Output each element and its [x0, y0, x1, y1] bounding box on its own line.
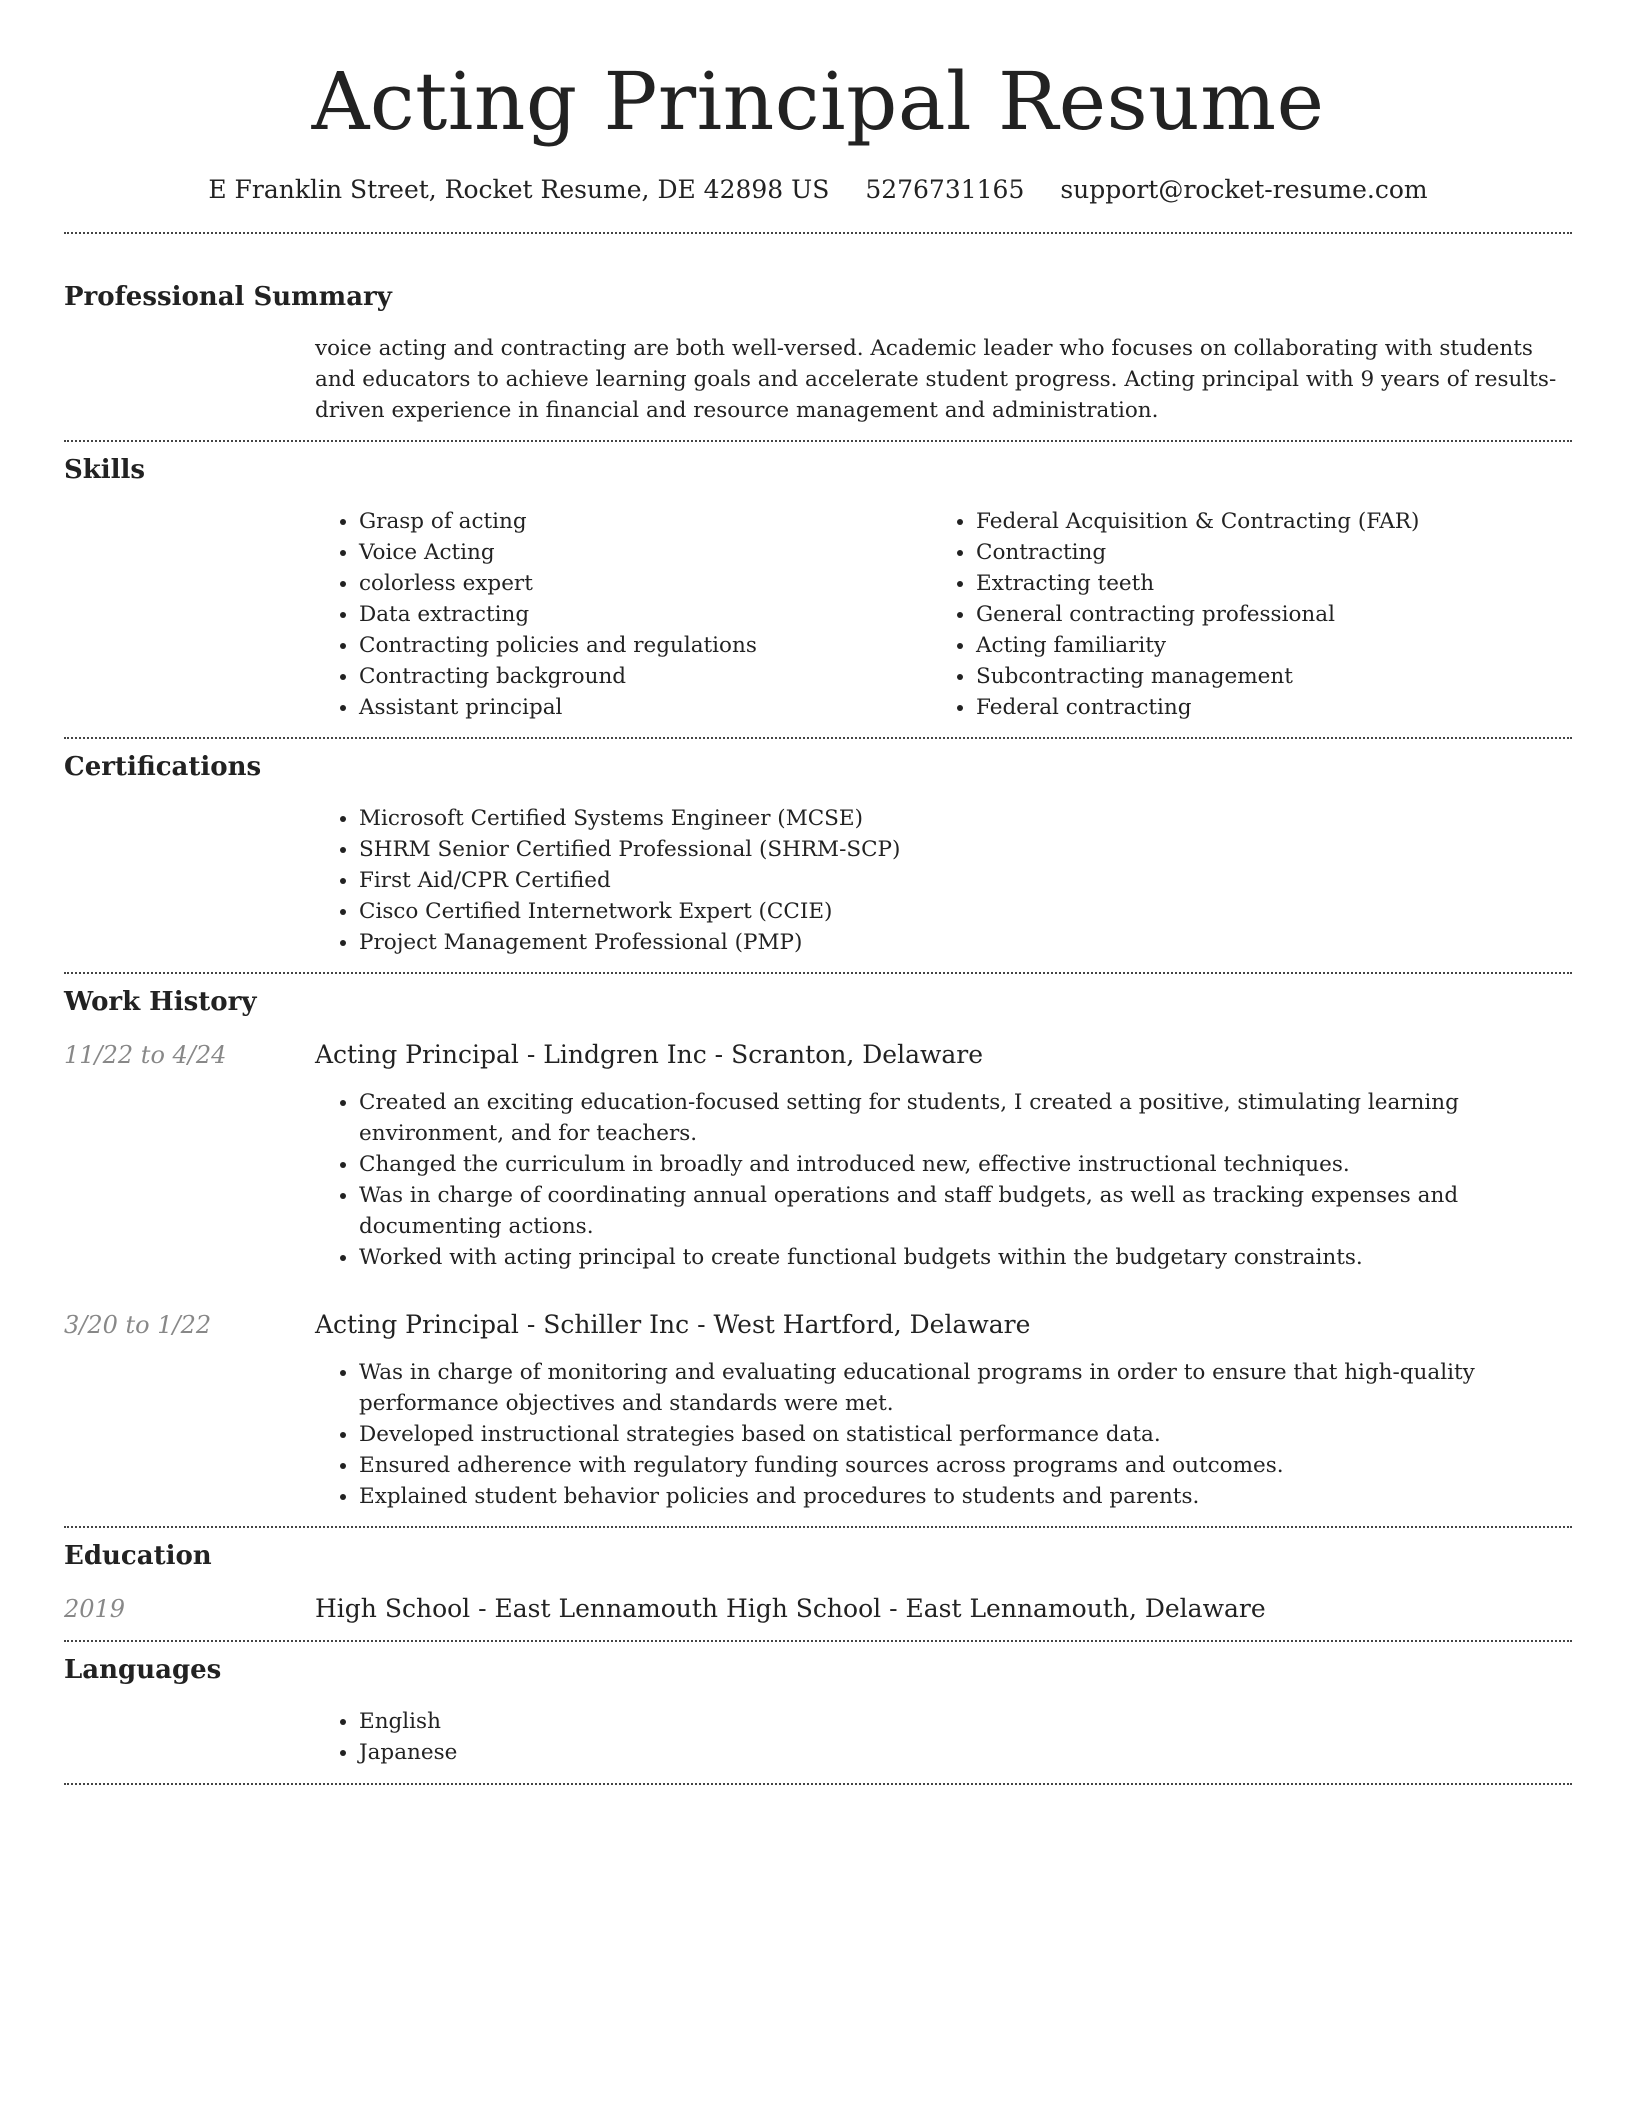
contact-line: [64, 174, 1572, 206]
job-bullet: • Changed the curriculum in broadly and introduced new, effective instructional techniques.: [359, 1149, 1572, 1180]
certifications-bullets: [315, 803, 1572, 958]
skill-item: • General contracting professional: [976, 599, 1549, 630]
language-bullets: [315, 1706, 1572, 1768]
divider: [64, 1783, 1572, 1785]
languages-section: [64, 1642, 1572, 1768]
contact-email: support@rocket-resume.com: [1060, 175, 1428, 204]
section-heading: Work History: [64, 987, 257, 1017]
education-entry: [64, 1593, 1572, 1625]
skill-item: • Federal contracting: [976, 692, 1549, 723]
summary-section: [64, 234, 1572, 426]
skill-item: • Acting familiarity: [976, 630, 1549, 661]
job-dates: 11/22 to 4/24: [64, 1041, 227, 1069]
language-item: • English: [359, 1706, 1572, 1737]
skills-left-column: [315, 506, 932, 723]
job-bullet: • Was in charge of monitoring and evaluating educational programs in order to ensure that high-quality performance objectives and standards were met.: [359, 1357, 1572, 1419]
skill-item: • Voice Acting: [359, 537, 932, 568]
languages-list: [315, 1706, 1572, 1768]
section-heading: Skills: [64, 455, 146, 485]
job-bullet: • Was in charge of coordinating annual operations and staff budgets, as well as tracking expenses and documenting actions.: [359, 1180, 1572, 1242]
skills-section: [64, 442, 1572, 723]
skills-list: [315, 506, 1572, 723]
certification-item: • Microsoft Certified Systems Engineer (MCSE): [359, 803, 1572, 834]
skill-item: • colorless expert: [359, 568, 932, 599]
certification-item: • SHRM Senior Certified Professional (SHRM-SCP): [359, 834, 1572, 865]
job-bullet: • Developed instructional strategies based on statistical performance data.: [359, 1419, 1572, 1450]
certifications-section: [64, 739, 1572, 958]
skill-item: • Subcontracting management: [976, 661, 1549, 692]
contact-address: E Franklin Street, Rocket Resume, DE 42898 US: [208, 175, 830, 204]
job-duties: [315, 1357, 1572, 1512]
job-bullets: [315, 1357, 1572, 1512]
certifications-list: [315, 803, 1572, 958]
skill-item: • Assistant principal: [359, 692, 932, 723]
skill-item: • Extracting teeth: [976, 568, 1549, 599]
resume-page: [64, 0, 1572, 1785]
job-dates: 3/20 to 1/22: [64, 1311, 212, 1339]
section-heading: Professional Summary: [64, 282, 392, 312]
job-duties: [315, 1087, 1572, 1273]
skill-item: • Contracting background: [359, 661, 932, 692]
resume-title: Acting Principal Resume: [311, 55, 1325, 148]
education-section: [64, 1528, 1572, 1625]
skill-item: • Federal Acquisition & Contracting (FAR): [976, 506, 1549, 537]
job-bullet: • Worked with acting principal to create functional budgets within the budgetary constraints.: [359, 1242, 1572, 1273]
skill-item: • Contracting: [976, 537, 1549, 568]
skill-item: • Data extracting: [359, 599, 932, 630]
skill-item: • Grasp of acting: [359, 506, 932, 537]
section-heading: Languages: [64, 1655, 222, 1685]
skills-right-column: [932, 506, 1549, 723]
job-bullet: • Ensured adherence with regulatory funding sources across programs and outcomes.: [359, 1450, 1572, 1481]
job-bullet: • Created an exciting education-focused setting for students, I created a positive, stimulating learning environment, and for teachers.: [359, 1087, 1572, 1149]
summary-text: voice acting and contracting are both well-versed. Academic leader who focuses on collaborating with students and educators to achieve learning goals and accelerate student progress. Acting principal with 9 years of results-driven experience in financial and resource management and administration.: [315, 336, 1557, 423]
certification-item: • Project Management Professional (PMP): [359, 927, 1572, 958]
education-year: 2019: [64, 1595, 126, 1623]
section-heading: Certifications: [64, 752, 262, 782]
job-bullet: • Explained student behavior policies and procedures to students and parents.: [359, 1481, 1572, 1512]
certification-item: • First Aid/CPR Certified: [359, 865, 1572, 896]
skill-item: • Contracting policies and regulations: [359, 630, 932, 661]
education-title: High School - East Lennamouth High School - East Lennamouth, Delaware: [315, 1594, 1266, 1623]
job-title: Acting Principal - Lindgren Inc - Scranton, Delaware: [315, 1040, 984, 1069]
job-entry: [64, 1309, 1572, 1341]
section-heading: Education: [64, 1541, 212, 1571]
contact-phone: 5276731165: [865, 175, 1025, 204]
certification-item: • Cisco Certified Internetwork Expert (CCIE): [359, 896, 1572, 927]
language-item: • Japanese: [359, 1737, 1572, 1768]
job-bullets: [315, 1087, 1572, 1273]
job-title: Acting Principal - Schiller Inc - West Hartford, Delaware: [315, 1310, 1031, 1339]
job-entry: [64, 1039, 1572, 1071]
work-history-section: [64, 974, 1572, 1512]
